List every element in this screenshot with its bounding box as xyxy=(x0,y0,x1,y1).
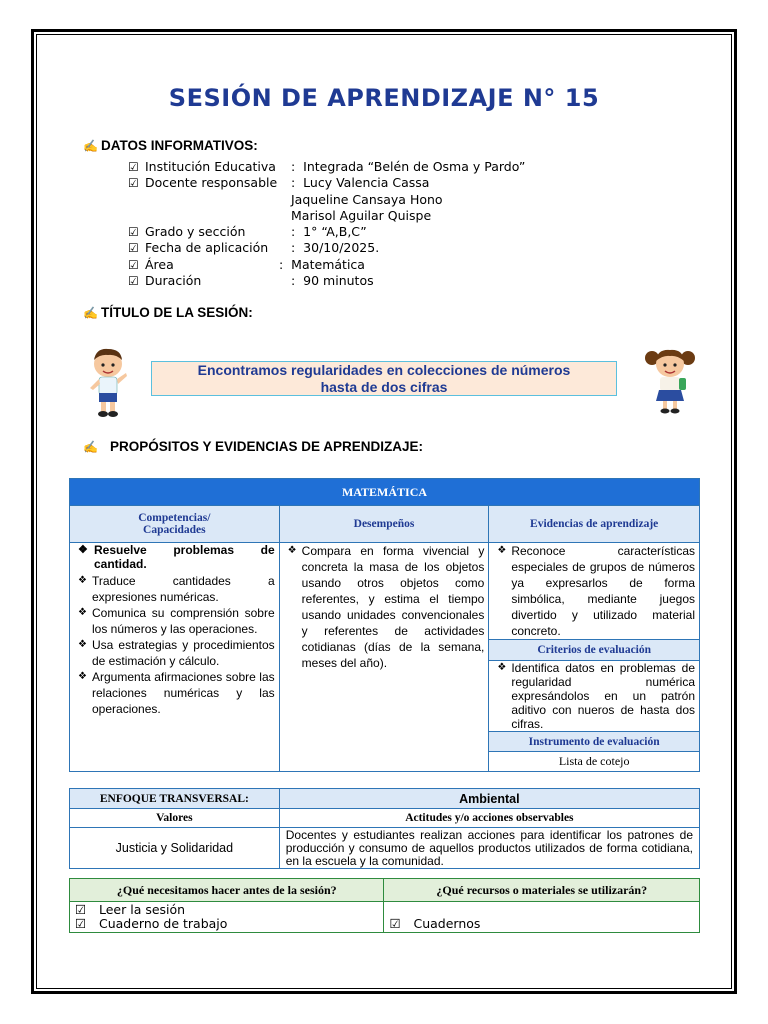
desempenos-list xyxy=(284,543,485,671)
boy-illustration xyxy=(86,346,130,420)
actitudes-head: Actitudes y/o acciones observables xyxy=(279,809,699,828)
docente-extra-2: Marisol Aguilar Quispe xyxy=(291,208,432,223)
info-row-grado: ☑ Grado y sección : 1° “A,B,C” xyxy=(128,224,367,239)
writing-hand-icon: ✍ xyxy=(83,306,98,320)
checkbox-checked-icon: ☑ xyxy=(128,176,139,190)
girl-illustration xyxy=(644,346,696,416)
matematica-header: MATEMÁTICA xyxy=(70,479,700,506)
antes-head: ¿Qué necesitamos hacer antes de la sesión? xyxy=(70,879,384,902)
desempeno-item: ❖ Compara en forma vivencial y concreta la masa de los objetos usando otros objetos como referentes, y estima el tiempo usando unidades convencionales y referentes de actividades cotidianas (días de la semana, meses del año). xyxy=(284,543,485,671)
info-row-docente: ☑ Docente responsable : Lucy Valencia Cassa xyxy=(128,175,430,190)
competencia-item: ❖ Resuelve problemas de cantidad. xyxy=(78,543,275,571)
diamond-bullet-icon: ❖ xyxy=(78,544,88,556)
col-competencias: Competencias/ Capacidades xyxy=(70,506,280,543)
writing-hand-icon: ✍ xyxy=(83,139,98,153)
checkbox-checked-icon: ☑ xyxy=(75,916,87,931)
col-evidencias: Evidencias de aprendizaje xyxy=(489,506,700,543)
enfoque-value: Ambiental xyxy=(279,789,699,809)
instrumento-value: Lista de cotejo xyxy=(489,752,700,772)
capacidades-list xyxy=(74,573,275,717)
session-title-line2: hasta de dos cifras xyxy=(320,379,448,395)
info-row-duracion: ☑ Duración : 90 minutos xyxy=(128,273,374,288)
checkbox-checked-icon: ☑ xyxy=(75,902,87,917)
criterios-head: Criterios de evaluación xyxy=(489,640,700,661)
titulo-heading-text: TÍTULO DE LA SESIÓN: xyxy=(100,305,253,320)
checkbox-checked-icon: ☑ xyxy=(128,225,139,239)
enfoque-label: ENFOQUE TRANSVERSAL: xyxy=(70,789,280,809)
desempenos-cell xyxy=(279,543,489,772)
session-title-box xyxy=(151,361,617,396)
preparacion-table xyxy=(69,878,700,933)
criterio-cell xyxy=(489,661,700,732)
datos-heading xyxy=(83,138,258,153)
session-title-line1: Encontramos regularidades en colecciones de números xyxy=(197,362,571,378)
antes-cell xyxy=(70,902,384,933)
propositos-heading-text: PROPÓSITOS Y EVIDENCIAS DE APRENDIZAJE: xyxy=(109,439,424,454)
recurso-item: ☑ Cuadernos xyxy=(389,916,481,931)
enfoque-table xyxy=(69,788,700,869)
accion-cell: Docentes y estudiantes realizan acciones para identificar los patrones de producción y consumo de aquellos productos utilizados de forma cotidiana, en la escuela y la comunidad. xyxy=(279,828,699,869)
info-row-fecha: ☑ Fecha de aplicación : 30/10/2025. xyxy=(128,240,380,255)
matematica-table xyxy=(69,478,700,772)
checkbox-checked-icon: ☑ xyxy=(128,258,139,272)
criterio-item: ❖ Identifica datos en problemas de regularidad numérica expresándolos en un patrón aditivo con nueros de hasta dos cifras. xyxy=(493,661,695,731)
instrumento-head: Instrumento de evaluación xyxy=(489,732,700,752)
evidencia-item: ❖ Reconoce características especiales de grupos de números ya expresarlos de forma simbólica, mediante juegos divertido y utilizado material concreto. xyxy=(493,543,695,639)
page-title: SESIÓN DE APRENDIZAJE N° 15 xyxy=(168,84,600,112)
info-row-institucion: ☑ Institución Educativa : Integrada “Belén de Osma y Pardo” xyxy=(128,159,526,174)
datos-heading-text: DATOS INFORMATIVOS: xyxy=(100,138,258,153)
evidencia-cell xyxy=(489,543,700,640)
recursos-cell xyxy=(384,902,700,933)
propositos-heading xyxy=(83,439,423,454)
evidencia-list xyxy=(493,543,695,639)
writing-hand-icon: ✍ xyxy=(83,440,98,454)
checkbox-checked-icon: ☑ xyxy=(128,274,139,288)
valor-cell: Justicia y Solidaridad xyxy=(70,828,280,869)
capacidad-item: ❖ Traduce cantidades a expresiones numéricas. xyxy=(74,573,275,605)
antes-item: ☑ Leer la sesión xyxy=(75,902,186,917)
docente-extra-1: Jaqueline Cansaya Hono xyxy=(291,192,443,207)
info-row-area: ☑ Área : Matemática xyxy=(128,257,365,272)
titulo-heading xyxy=(83,305,253,320)
capacidad-item: ❖ Comunica su comprensión sobre los números y las operaciones. xyxy=(74,605,275,637)
checkbox-checked-icon: ☑ xyxy=(128,160,139,174)
checkbox-checked-icon: ☑ xyxy=(128,241,139,255)
capacidad-item: ❖ Usa estrategias y procedimientos de estimación y cálculo. xyxy=(74,637,275,669)
recursos-head: ¿Qué recursos o materiales se utilizarán? xyxy=(384,879,700,902)
checkbox-checked-icon: ☑ xyxy=(389,916,401,931)
antes-item: ☑ Cuaderno de trabajo xyxy=(75,916,228,931)
criterio-list xyxy=(493,661,695,731)
col-desempenos: Desempeños xyxy=(279,506,489,543)
valores-head: Valores xyxy=(70,809,280,828)
competencias-cell xyxy=(70,543,280,772)
capacidad-item: ❖ Argumenta afirmaciones sobre las relaciones numéricas y las operaciones. xyxy=(74,669,275,717)
